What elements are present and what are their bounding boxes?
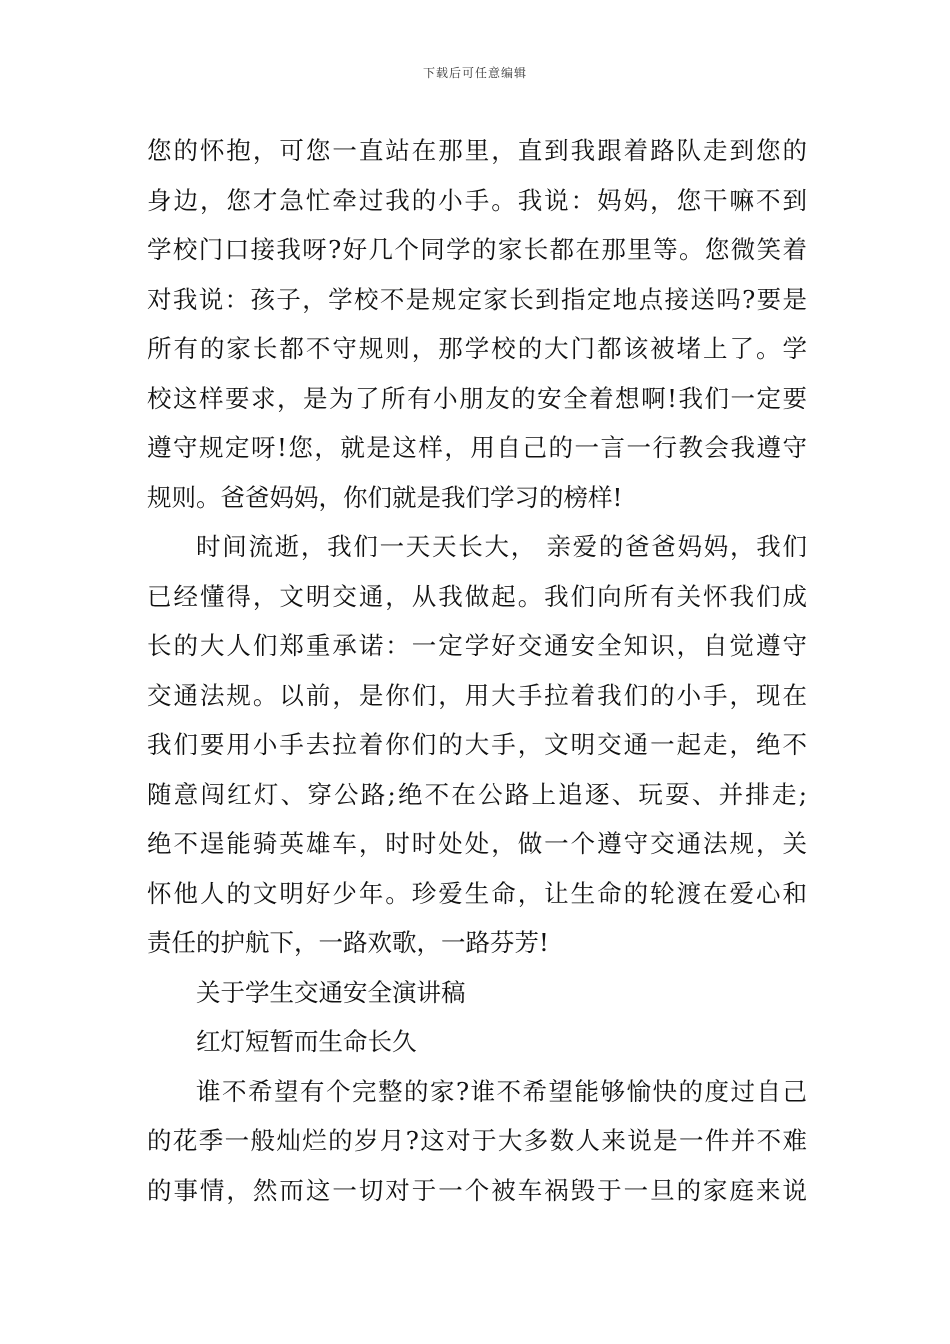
text-line: 红灯短暂而生命长久 bbox=[196, 1027, 417, 1056]
text-line: 怀他人的文明好少年。珍爱生命，让生命的轮渡在爱心和 bbox=[147, 878, 807, 908]
text-line: 的事情，然而这一切对于一个被车祸毁于一旦的家庭来说 bbox=[147, 1175, 807, 1205]
text-line: 校这样要求，是为了所有小朋友的安全着想啊!我们一定要 bbox=[147, 383, 807, 413]
text-line: 交通法规。以前，是你们，用大手拉着我们的小手，现在 bbox=[147, 680, 807, 710]
text-line: 时间流逝，我们一天天长大， 亲爱的爸爸妈妈，我们 bbox=[196, 532, 807, 561]
text-line: 关于学生交通安全演讲稿 bbox=[196, 977, 466, 1007]
text-line: 责任的护航下，一路欢歌，一路芬芳! bbox=[147, 928, 549, 957]
text-line: 身边，您才急忙牵过我的小手。我说：妈妈，您干嘛不到 bbox=[147, 185, 807, 215]
text-line: 对我说：孩子，学校不是规定家长到指定地点接送吗?要是 bbox=[147, 284, 807, 314]
text-line: 绝不逞能骑英雄车，时时处处，做一个遵守交通法规，关 bbox=[147, 829, 807, 858]
body-text bbox=[147, 126, 807, 1215]
text-line: 长的大人们郑重承诺：一定学好交通安全知识，自觉遵守 bbox=[147, 631, 807, 660]
page-header: 下载后可任意编辑 bbox=[422, 66, 527, 80]
text-line: 所有的家长都不守规则，那学校的大门都该被堵上了。学 bbox=[147, 334, 807, 363]
text-line: 我们要用小手去拉着你们的大手，文明交通一起走，绝不 bbox=[147, 730, 807, 759]
text-line: 遵守规定呀!您，就是这样，用自己的一言一行教会我遵守 bbox=[147, 433, 807, 462]
text-line: 您的怀抱，可您一直站在那里，直到我跟着路队走到您的 bbox=[147, 136, 807, 165]
text-line: 学校门口接我呀?好几个同学的家长都在那里等。您微笑着 bbox=[147, 235, 807, 264]
text-line: 的花季一般灿烂的岁月?这对于大多数人来说是一件并不难 bbox=[147, 1126, 807, 1155]
text-line: 谁不希望有个完整的家?谁不希望能够愉快的度过自己 bbox=[196, 1076, 807, 1106]
text-line: 已经懂得，文明交通，从我做起。我们向所有关怀我们成 bbox=[147, 581, 807, 611]
text-line: 规则。爸爸妈妈，你们就是我们学习的榜样! bbox=[147, 482, 623, 512]
text-line: 随意闯红灯、穿公路;绝不在公路上追逐、玩耍、并排走; bbox=[147, 779, 807, 809]
